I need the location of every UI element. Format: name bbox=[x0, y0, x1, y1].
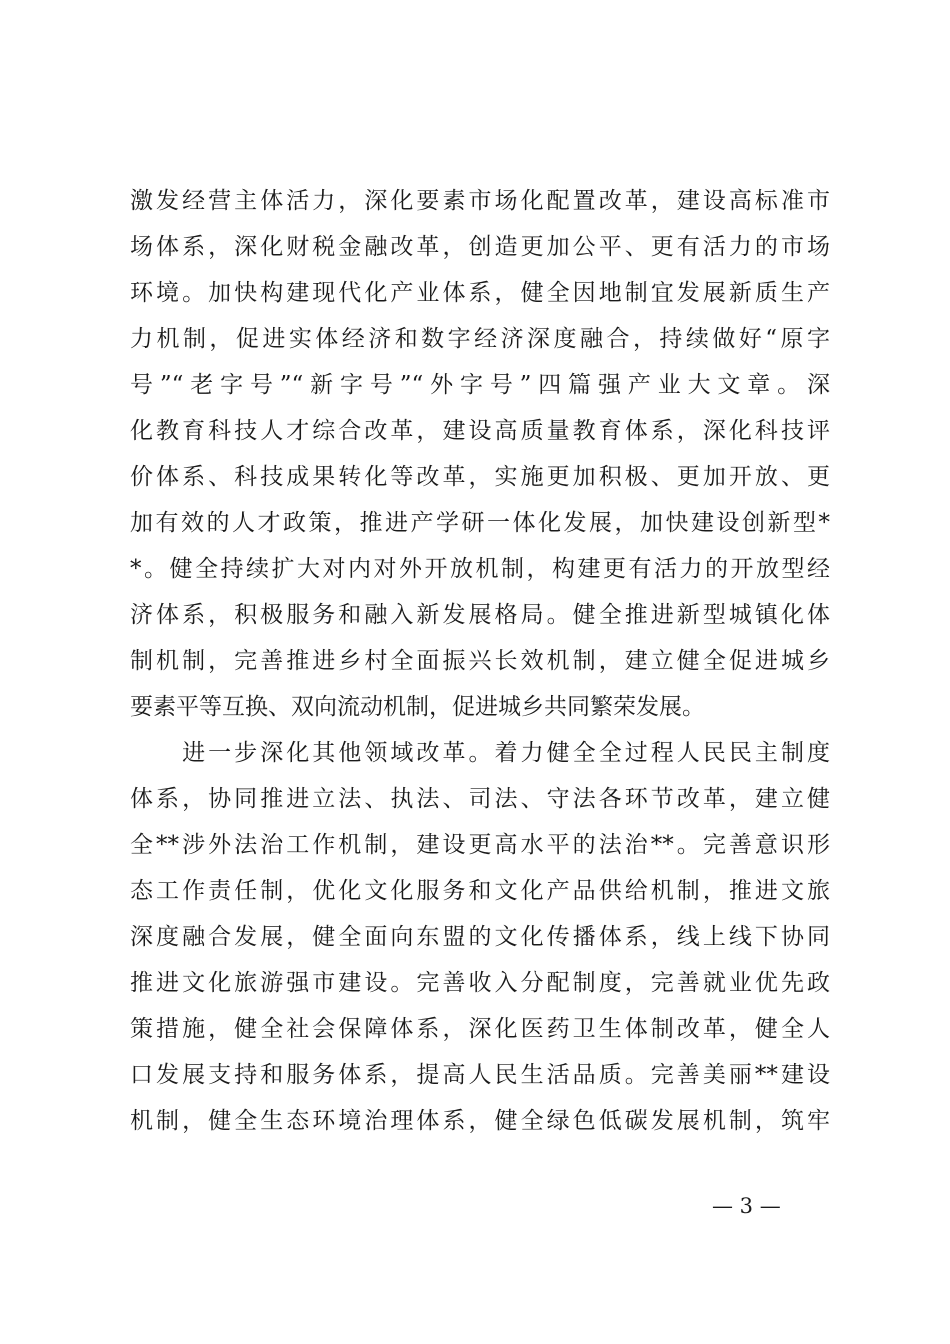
text-line: 策措施，健全社会保障体系，深化医药卫生体制改革，健全人 bbox=[130, 1016, 830, 1042]
text-line: 场体系，深化财税金融改革，创造更加公平、更有活力的市场 bbox=[130, 234, 830, 260]
text-line: 全**涉外法治工作机制，建设更高水平的法治**。完善意识形 bbox=[130, 832, 830, 858]
text-line: 加有效的人才政策，推进产学研一体化发展，加快建设创新型* bbox=[130, 510, 830, 536]
text-line: *。健全持续扩大对内对外开放机制，构建更有活力的开放型经 bbox=[130, 556, 830, 582]
text-line: 环境。加快构建现代化产业体系，健全因地制宜发展新质生产 bbox=[130, 280, 830, 306]
text-line: 济体系，积极服务和融入新发展格局。健全推进新型城镇化体 bbox=[130, 602, 830, 628]
text-line: 价体系、科技成果转化等改革，实施更加积极、更加开放、更 bbox=[130, 464, 830, 490]
text-line: 机制，健全生态环境治理体系，健全绿色低碳发展机制，筑牢 bbox=[130, 1108, 830, 1134]
text-line: 力机制，促进实体经济和数字经济深度融合，持续做好“原字 bbox=[130, 326, 830, 352]
text-line: 激发经营主体活力，深化要素市场化配置改革，建设高标准市 bbox=[130, 188, 830, 214]
text-line: 深度融合发展，健全面向东盟的文化传播体系，线上线下协同 bbox=[130, 924, 830, 950]
page-number: — 3 — bbox=[712, 1194, 781, 1218]
body-text bbox=[130, 178, 830, 1144]
text-line: 进一步深化其他领域改革。着力健全全过程人民民主制度 bbox=[130, 740, 830, 766]
text-line: 推进文化旅游强市建设。完善收入分配制度，完善就业优先政 bbox=[130, 970, 830, 996]
text-line: 要素平等互换、双向流动机制，促进城乡共同繁荣发展。 bbox=[130, 694, 705, 720]
text-line: 化教育科技人才综合改革，建设高质量教育体系，深化科技评 bbox=[130, 418, 830, 444]
text-line: 制机制，完善推进乡村全面振兴长效机制，建立健全促进城乡 bbox=[130, 648, 830, 674]
text-line: 号”“老字号”“新字号”“外字号”四篇强产业大文章。深 bbox=[130, 372, 830, 398]
text-line: 态工作责任制，优化文化服务和文化产品供给机制，推进文旅 bbox=[130, 878, 830, 904]
text-line: 口发展支持和服务体系，提高人民生活品质。完善美丽**建设 bbox=[130, 1062, 830, 1088]
text-line: 体系，协同推进立法、执法、司法、守法各环节改革，建立健 bbox=[130, 786, 830, 812]
